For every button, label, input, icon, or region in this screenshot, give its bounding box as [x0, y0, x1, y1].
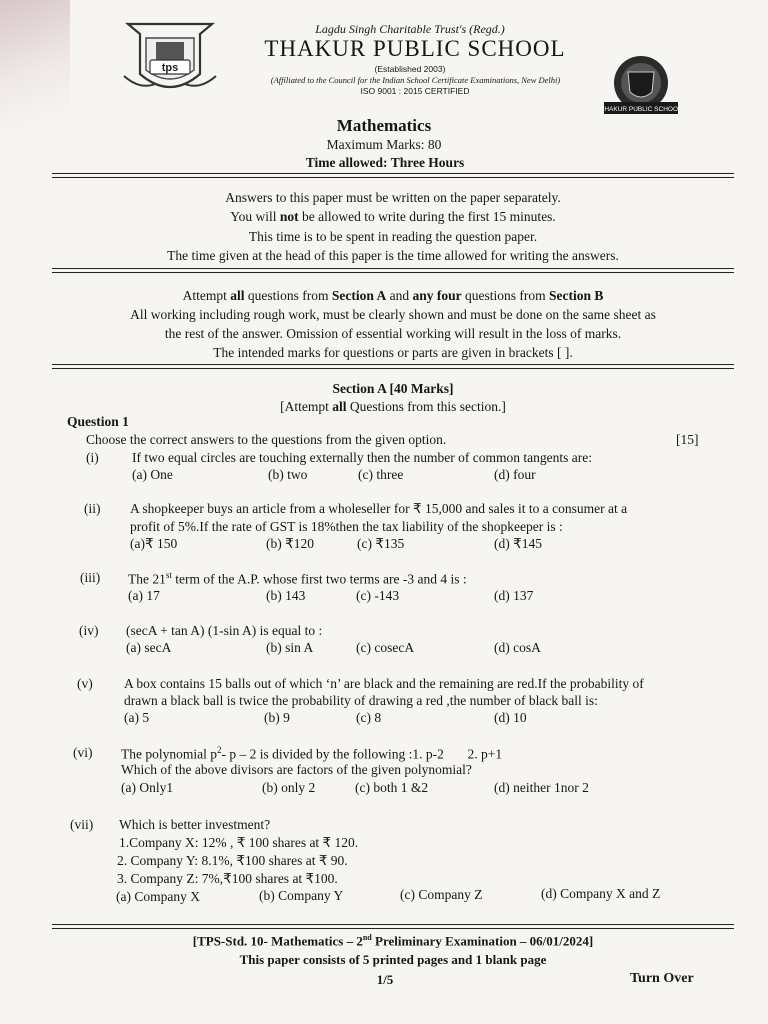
- item-number: (iv): [79, 623, 99, 638]
- option-c: (c) -143: [356, 588, 400, 603]
- instruction-line: the rest of the answer. Omission of essential working will result in the loss of marks.: [164, 326, 622, 341]
- option-a: (a) Only1: [121, 780, 174, 795]
- option-c: (c) 8: [356, 710, 382, 725]
- instruction-line: The intended marks for questions or parts are given in brackets [ ].: [213, 345, 573, 360]
- footer-pages-line: This paper consists of 5 printed pages and 1 blank page: [239, 952, 547, 967]
- subject-title: Mathematics: [336, 116, 432, 135]
- option-c: (c) Company Z: [400, 887, 483, 902]
- option-c: (c) cosecA: [356, 640, 415, 655]
- item-text: A box contains 15 balls out of which ‘n’ are black and the remaining are red.If the probability of: [124, 676, 644, 691]
- item-text: 1.Company X: 12% , ₹ 100 shares at ₹ 120.: [119, 835, 359, 850]
- item-text: (secA + tan A) (1-sin A) is equal to :: [126, 623, 323, 638]
- option-b: (b) sin A: [266, 640, 314, 655]
- item-text: The 21st term of the A.P. whose first two terms are -3 and 4 is :: [128, 570, 467, 587]
- option-b: (b) 9: [264, 710, 290, 725]
- option-c: (c) three: [358, 467, 404, 482]
- school-name: THAKUR PUBLIC SCHOOL: [264, 36, 566, 61]
- option-a: (a)₹ 150: [130, 536, 178, 551]
- option-a: (a) 5: [124, 710, 150, 725]
- instruction-line: All working including rough work, must be clearly shown and must be done on the same sheet as: [130, 307, 656, 322]
- item-text: 2. Company Y: 8.1%, ₹100 shares at ₹ 90.: [117, 853, 348, 868]
- max-marks: Maximum Marks: 80: [326, 137, 442, 152]
- trust-name: Lagdu Singh Charitable Trust's (Regd.): [315, 22, 505, 36]
- time-allowed: Time allowed: Three Hours: [305, 155, 465, 170]
- question-marks: [15]: [676, 432, 699, 447]
- divider: [52, 272, 734, 273]
- divider: [52, 177, 734, 178]
- item-number: (i): [86, 450, 99, 465]
- divider: [52, 368, 734, 369]
- item-text: drawn a black ball is twice the probability of drawing a red ,the number of black ball is:: [124, 693, 598, 708]
- item-number: (vi): [73, 745, 93, 760]
- item-number: (v): [77, 676, 93, 691]
- instruction-line: This time is to be spent in reading the question paper.: [248, 229, 538, 244]
- divider: [52, 364, 734, 365]
- divider: [52, 928, 734, 929]
- school-crest-left-logo: [120, 16, 220, 102]
- item-text: The polynomial $p^2-$ p – 2 is divided by the following :1. p-2 2. p+1: [121, 745, 503, 762]
- option-d: (d) four: [494, 467, 536, 482]
- page-number: 1/5: [376, 972, 394, 987]
- option-d: (d) ₹145: [494, 536, 542, 551]
- question-prompt: Choose the correct answers to the questions from the given option.: [86, 432, 447, 447]
- instruction-line: The time given at the head of this paper is the time allowed for writing the answers.: [167, 248, 619, 263]
- option-d: (d) 137: [494, 588, 534, 603]
- logo-right-text: THAKUR PUBLIC SCHOOL: [600, 106, 682, 113]
- option-d: (d) 10: [494, 710, 527, 725]
- divider: [52, 173, 734, 174]
- question-title: Question 1: [67, 414, 129, 429]
- option-a: (a) 17: [128, 588, 160, 603]
- option-b: (b) Company Y: [259, 888, 344, 903]
- option-c: (c) both 1 &2: [355, 780, 429, 795]
- item-text: Which of the above divisors are factors of the given polynomial?: [121, 762, 472, 777]
- affiliation-line: (Affiliated to the Council for the Indian School Certificate Examinations, New Delhi): [270, 75, 561, 85]
- item-number: (vii): [70, 817, 94, 832]
- item-number: (ii): [84, 501, 101, 516]
- option-d: (d) Company X and Z: [541, 886, 661, 901]
- established-line: (Established 2003): [374, 64, 446, 74]
- section-note: [Attempt all Questions from this section.]: [280, 399, 506, 414]
- footer-exam-line: [TPS-Std. 10- Mathematics – 2nd Preliminary Examination – 06/01/2024]: [192, 933, 594, 949]
- instruction-line: You will not be allowed to write during the first 15 minutes.: [230, 209, 556, 224]
- option-b: (b) ₹120: [266, 536, 314, 551]
- item-text: If two equal circles are touching externally then the number of common tangents are:: [132, 450, 592, 465]
- option-b: (b) 143: [266, 588, 306, 603]
- item-number: (iii): [80, 570, 101, 585]
- option-d: (d) cosA: [494, 640, 541, 655]
- item-text: Which is better investment?: [119, 817, 271, 832]
- instruction-line: Attempt all questions from Section A and any four questions from Section B: [182, 288, 604, 303]
- school-crest-right-logo: [594, 52, 688, 118]
- divider: [52, 924, 734, 925]
- option-d: (d) neither 1nor 2: [494, 780, 589, 795]
- option-b: (b) two: [268, 467, 308, 482]
- option-a: (a) secA: [126, 640, 172, 655]
- option-a: (a) One: [132, 467, 173, 482]
- turn-over-label: Turn Over: [630, 971, 694, 986]
- item-text: profit of 5%.If the rate of GST is 18%then the tax liability of the shopkeeper is :: [130, 519, 563, 534]
- option-b: (b) only 2: [262, 780, 316, 795]
- item-text: A shopkeeper buys an article from a wholeseller for ₹ 15,000 and sales it to a consumer at a: [130, 501, 628, 516]
- iso-line: ISO 9001 : 2015 CERTIFIED: [360, 86, 470, 96]
- logo-left-text: tps: [161, 62, 179, 74]
- instruction-line: Answers to this paper must be written on the paper separately.: [225, 190, 561, 205]
- option-a: (a) Company X: [116, 889, 200, 904]
- item-text: 3. Company Z: 7%,₹100 shares at ₹100.: [117, 871, 338, 886]
- divider: [52, 268, 734, 269]
- option-c: (c) ₹135: [357, 536, 405, 551]
- section-title: Section A [40 Marks]: [332, 381, 454, 396]
